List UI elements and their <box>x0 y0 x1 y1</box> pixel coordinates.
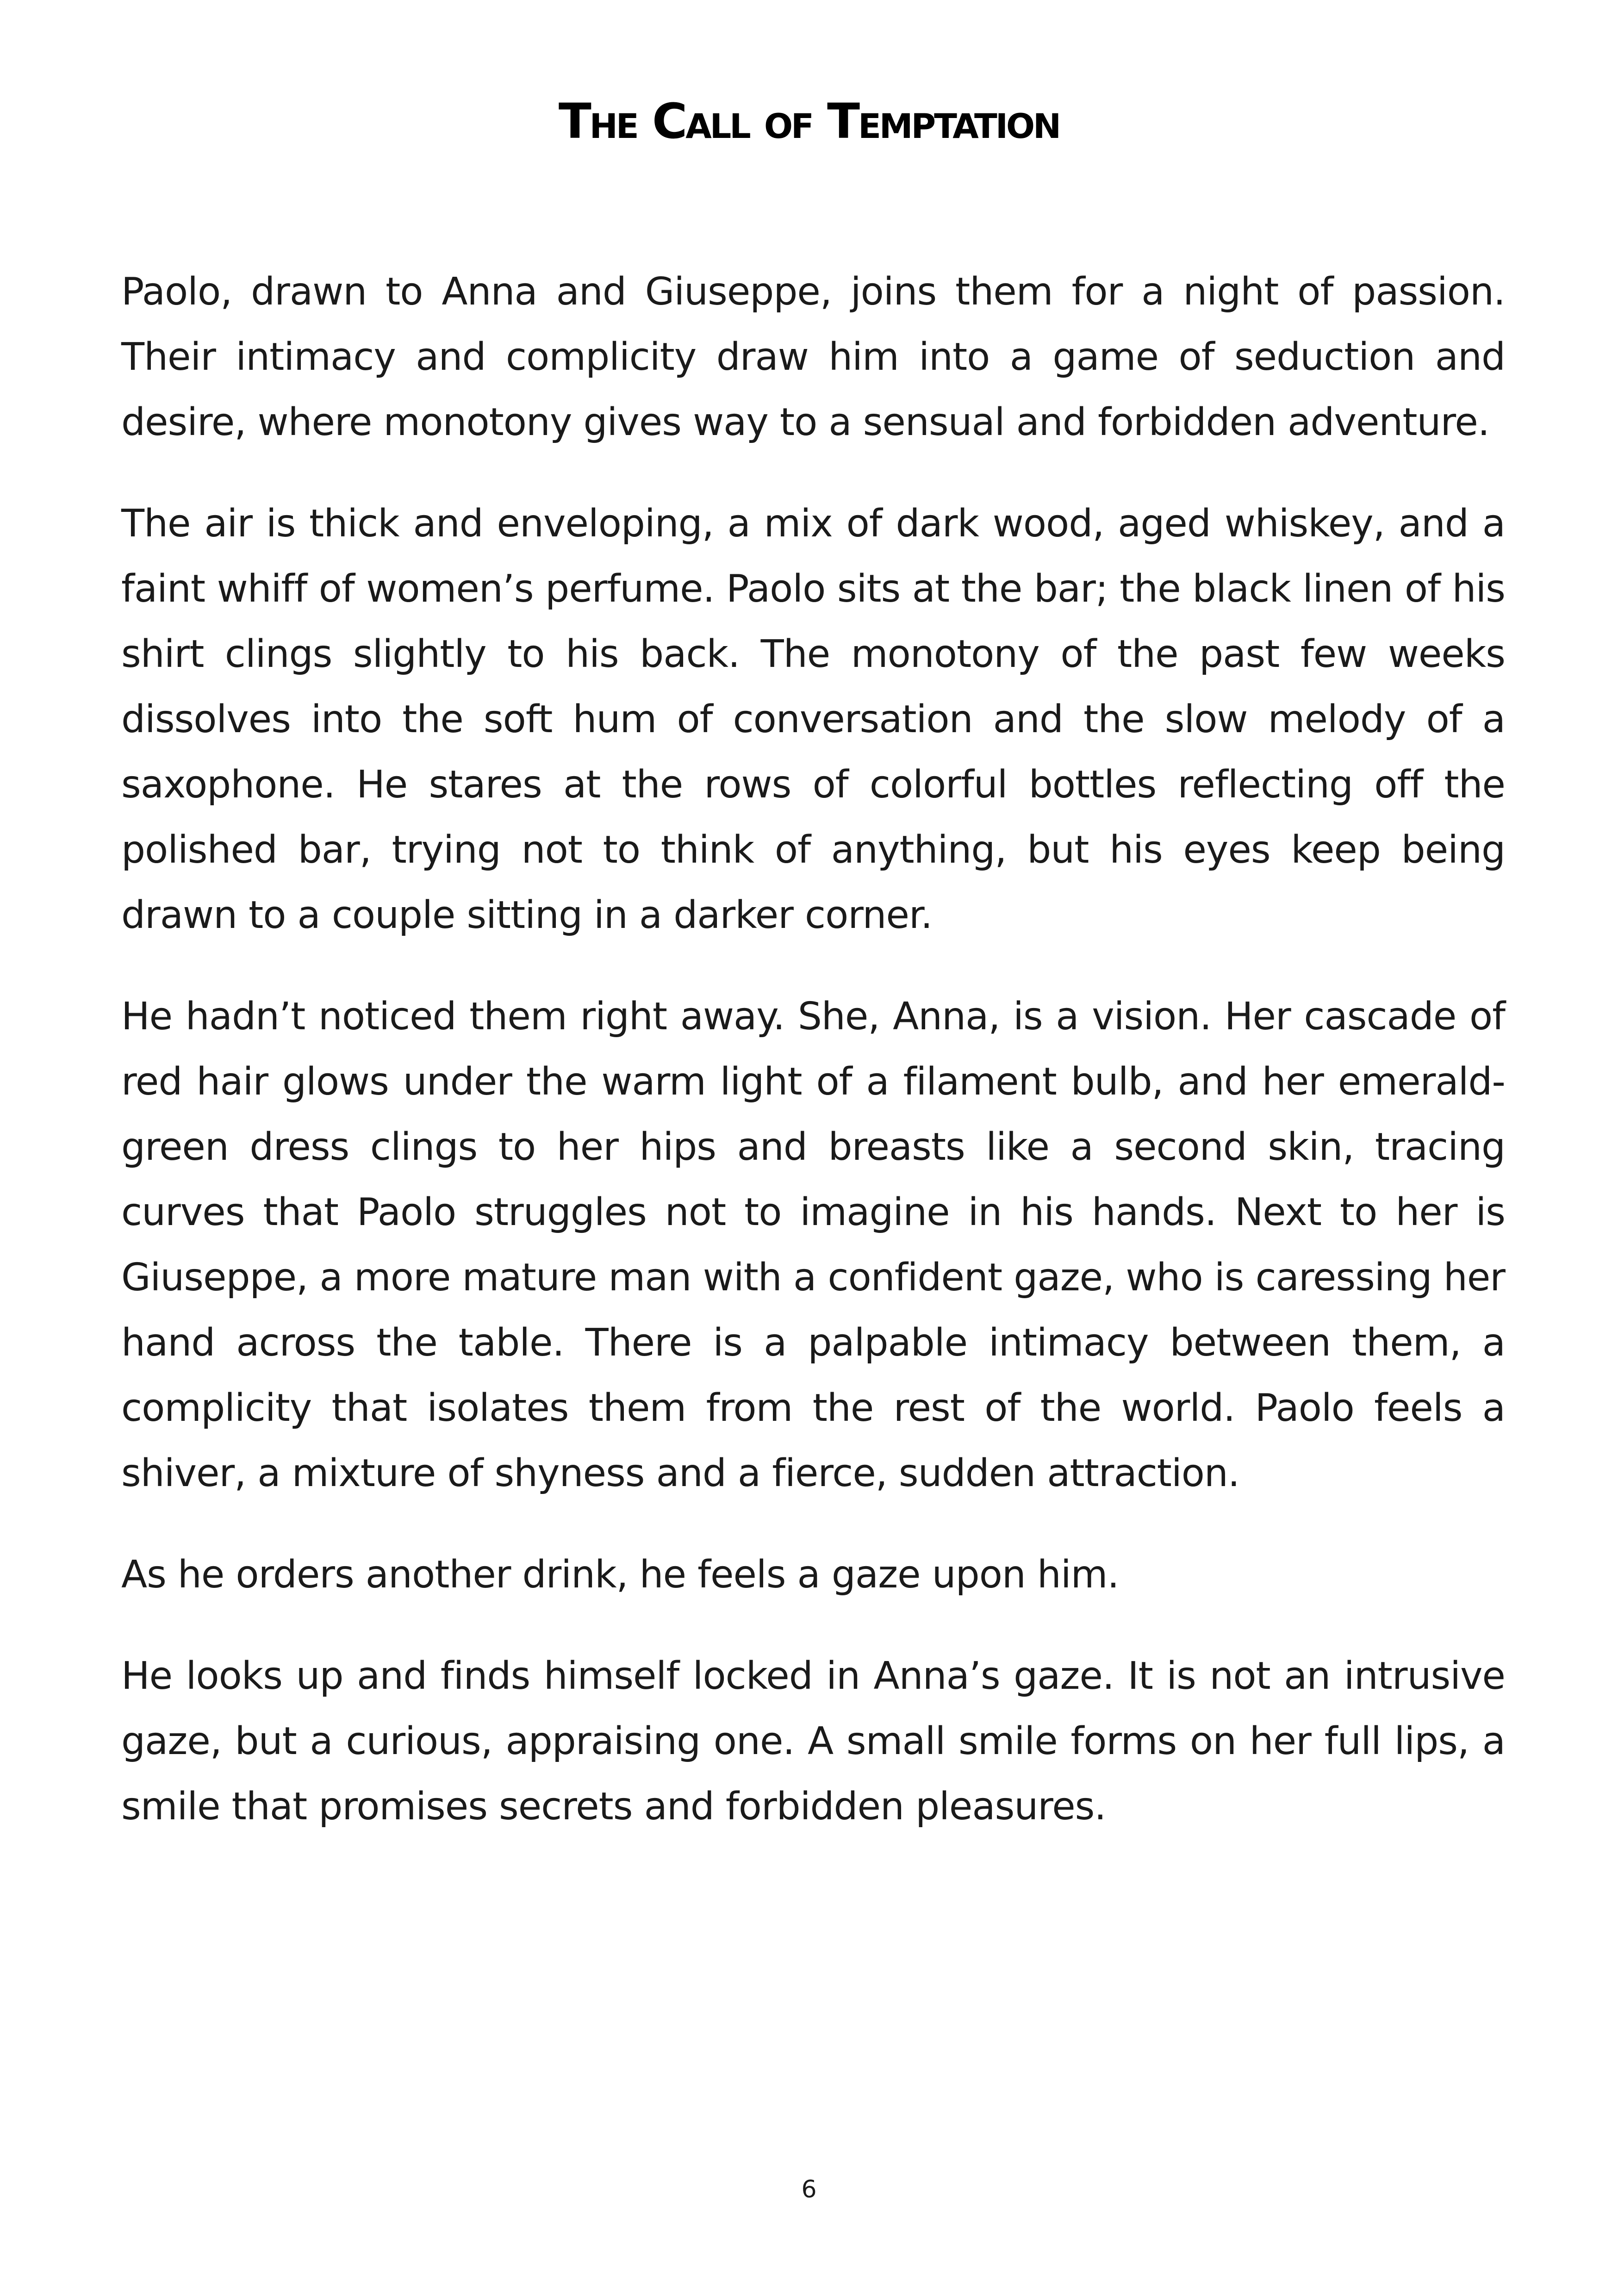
text-body <box>121 259 1505 1875</box>
paragraph-5: He looks up and finds himself locked in Anna’s gaze. It is not an intrusive gaze, but a curious, appraising one. A small smile forms on her full lips, a smile that promises secrets and forbidden pleasures. <box>121 1654 1505 1829</box>
paragraph-4: As he orders another drink, he feels a gaze upon him. <box>121 1553 1119 1597</box>
chapter-title: The Call of Temptation <box>558 93 1060 149</box>
paragraph-1: Paolo, drawn to Anna and Giuseppe, joins them for a night of passion. Their intimacy and complicity draw him into a game of seduction and desire, where monotony gives way to a sensual and forbidden adventure. <box>121 270 1505 444</box>
paragraph-3: He hadn’t noticed them right away. She, Anna, is a vision. Her cascade of red hair glows under the warm light of a filament bulb, and her emerald-green dress clings to her hips and breasts like a second skin, tracing curves that Paolo struggles not to imagine in his hands. Next to her is Giuseppe, a more mature man with a confident gaze, who is caressing her hand across the table. There is a palpable intimacy between them, a complicity that isolates them from the rest of the world. Paolo feels a shiver, a mixture of shyness and a fierce, sudden attraction. <box>121 995 1505 1495</box>
paragraph-2: The air is thick and enveloping, a mix of dark wood, aged whiskey, and a faint whiff of women’s perfume. Paolo sits at the bar; the black linen of his shirt clings slightly to his back. The monotony of the past few weeks dissolves into the soft hum of conversation and the slow melody of a saxophone. He stares at the rows of colorful bottles reflecting off the polished bar, trying not to think of anything, but his eyes keep being drawn to a couple sitting in a darker corner. <box>121 502 1505 937</box>
page-number: 6 <box>801 2176 817 2203</box>
